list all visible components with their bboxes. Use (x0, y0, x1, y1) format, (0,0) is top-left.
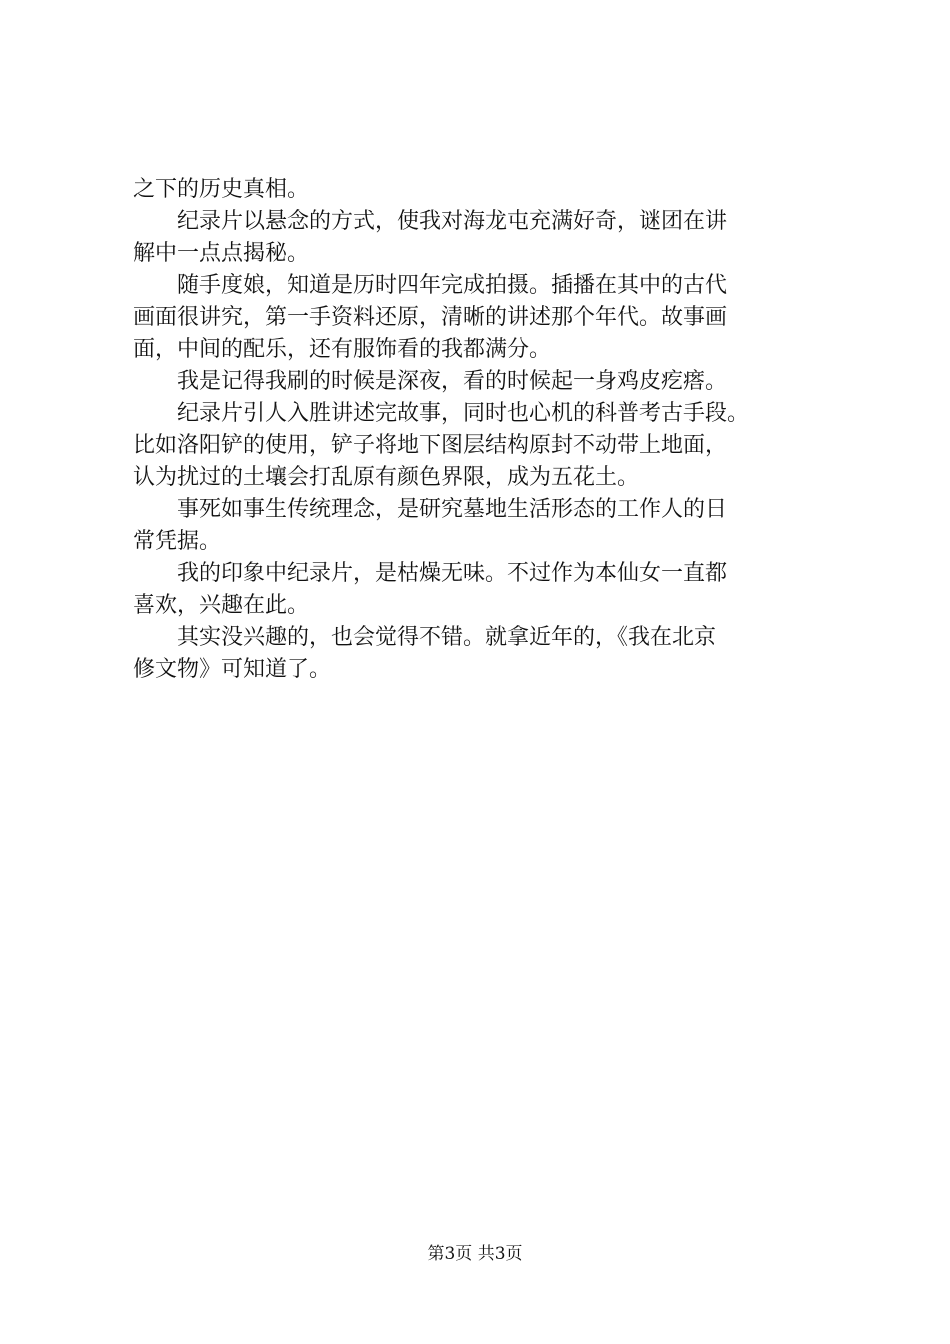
text-line: 之下的历史真相。 (133, 177, 310, 202)
text-line: 面，中间的配乐，还有服饰看的我都满分。 (133, 337, 552, 362)
text-line: 认为扰过的土壤会打乱原有颜色界限，成为五花土。 (133, 465, 640, 490)
text-line: 常凭据。 (133, 529, 222, 554)
text-line: 其实没兴趣的，也会觉得不错。就拿近年的，《我在北京 (133, 625, 717, 650)
text-line: 比如洛阳铲的使用，铲子将地下图层结构原封不动带上地面， (133, 433, 728, 458)
text-line: 我的印象中纪录片，是枯燥无味。不过作为本仙女一直都 (133, 561, 728, 586)
text-line: 事死如事生传统理念，是研究墓地生活形态的工作人的日 (133, 497, 728, 522)
text-line: 随手度娘，知道是历时四年完成拍摄。插播在其中的古代 (133, 273, 728, 298)
text-line: 我是记得我刷的时候是深夜，看的时候起一身鸡皮疙瘩。 (133, 369, 728, 394)
text-line: 纪录片以悬念的方式，使我对海龙屯充满好奇，谜团在讲 (133, 209, 728, 234)
page-footer: 第3页 共3页 (427, 1244, 523, 1264)
text-line: 修文物》可知道了。 (133, 657, 332, 682)
document-body (133, 174, 833, 686)
text-line: 纪录片引人入胜讲述完故事，同时也心机的科普考古手段。 (133, 401, 750, 426)
text-line: 喜欢，兴趣在此。 (133, 593, 310, 618)
text-line: 解中一点点揭秘。 (133, 241, 310, 266)
text-line: 画面很讲究，第一手资料还原，清晰的讲述那个年代。故事画 (133, 305, 728, 330)
